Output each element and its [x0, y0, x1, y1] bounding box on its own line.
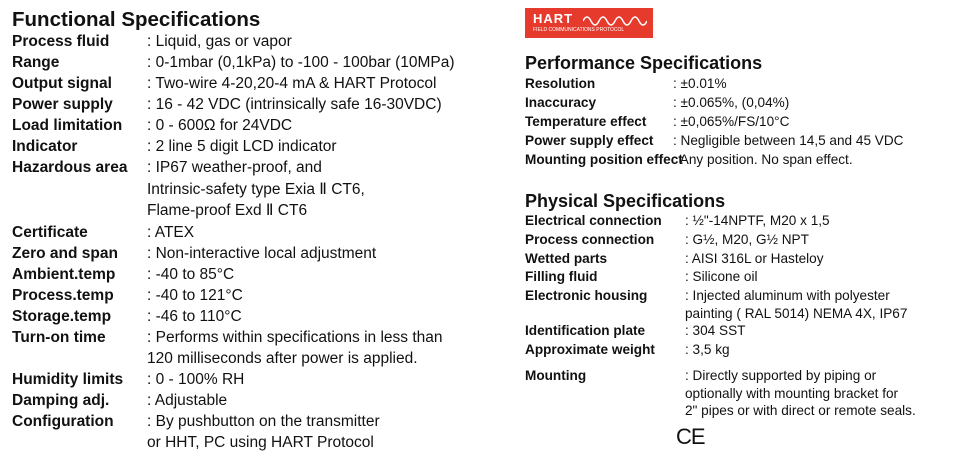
- spec-label: Certificate: [12, 224, 88, 241]
- spec-label: Hazardous area: [12, 159, 128, 176]
- spec-label: Process fluid: [12, 33, 110, 50]
- spec-value: 2" pipes or with direct or remote seals.: [685, 403, 916, 418]
- spec-value: : Any position. No span effect.: [673, 152, 853, 167]
- spec-value: : Silicone oil: [685, 269, 758, 284]
- functional-title: Functional Specifications: [12, 8, 261, 31]
- spec-label: Range: [12, 54, 60, 71]
- spec-value: : 16 - 42 VDC (intrinsically safe 16-30VDC): [147, 96, 442, 113]
- spec-label: Indicator: [12, 138, 78, 155]
- spec-value: : 304 SST: [685, 323, 746, 338]
- spec-label: Electronic housing: [525, 288, 648, 303]
- spec-value: : IP67 weather-proof, and: [147, 159, 322, 176]
- spec-label: Approximate weight: [525, 342, 655, 357]
- spec-value: : Negligible between 14,5 and 45 VDC: [673, 133, 904, 148]
- spec-label: Output signal: [12, 75, 112, 92]
- spec-label: Configuration: [12, 413, 114, 430]
- spec-label: Zero and span: [12, 245, 118, 262]
- spec-label: Damping adj.: [12, 392, 110, 409]
- spec-value: : ½"-14NPTF, M20 x 1,5: [685, 213, 830, 228]
- spec-label: Turn-on time: [12, 329, 106, 346]
- spec-label: Identification plate: [525, 323, 646, 338]
- spec-value: Intrinsic-safety type Exia Ⅱ CT6,: [147, 181, 365, 198]
- spec-label: Resolution: [525, 76, 596, 91]
- spec-label: Electrical connection: [525, 213, 662, 228]
- spec-label: Process connection: [525, 232, 655, 247]
- spec-value: 120 milliseconds after power is applied.: [147, 350, 418, 367]
- spec-label: Mounting: [525, 368, 587, 383]
- spec-value: : 0 - 600Ω for 24VDC: [147, 117, 293, 134]
- performance-title: Performance Specifications: [525, 53, 763, 73]
- spec-value: optionally with mounting bracket for: [685, 386, 899, 401]
- spec-value: : -40 to 85°C: [147, 266, 235, 283]
- spec-value: : 0-1mbar (0,1kPa) to -100 - 100bar (10MPa): [147, 54, 455, 71]
- ce-mark: CE: [676, 424, 705, 449]
- spec-value: : ATEX: [147, 224, 195, 241]
- spec-value: : -46 to 110°C: [147, 308, 242, 325]
- spec-label: Temperature effect: [525, 114, 647, 129]
- physical-title: Physical Specifications: [525, 191, 726, 211]
- spec-value: : Injected aluminum with polyester: [685, 288, 890, 303]
- spec-label: Process.temp: [12, 287, 114, 304]
- hart-logo: [525, 8, 653, 38]
- spec-label: Storage.temp: [12, 308, 112, 325]
- spec-label: Power supply: [12, 96, 113, 113]
- spec-value: : AISI 316L or Hasteloy: [685, 251, 824, 266]
- spec-value: Flame-proof Exd Ⅱ CT6: [147, 202, 308, 219]
- spec-value: : By pushbutton on the transmitter: [147, 413, 380, 430]
- spec-value: : 0 - 100% RH: [147, 371, 245, 388]
- spec-label: Wetted parts: [525, 251, 608, 266]
- spec-value: : Non-interactive local adjustment: [147, 245, 377, 262]
- spec-value: painting ( RAL 5014) NEMA 4X, IP67: [685, 306, 908, 321]
- spec-label: Ambient.temp: [12, 266, 116, 283]
- spec-value: or HHT, PC using HART Protocol: [147, 434, 374, 451]
- spec-label: Power supply effect: [525, 133, 654, 148]
- spec-label: Inaccuracy: [525, 95, 597, 110]
- spec-value: : Liquid, gas or vapor: [147, 33, 292, 50]
- spec-value: : ±0.01%: [673, 76, 727, 91]
- spec-value: : 2 line 5 digit LCD indicator: [147, 138, 337, 155]
- spec-label: Filling fluid: [525, 269, 598, 284]
- spec-value: : ±0.065%, (0,04%): [673, 95, 790, 110]
- spec-value: : Adjustable: [147, 392, 228, 409]
- spec-value: : 3,5 kg: [685, 342, 730, 357]
- spec-value: : ±0,065%/FS/10°C: [673, 114, 790, 129]
- spec-value: : Performs within specifications in less than: [147, 329, 443, 346]
- spec-value: : Directly supported by piping or: [685, 368, 877, 383]
- spec-label: Humidity limits: [12, 371, 124, 388]
- hart-logo-word: HART: [533, 11, 574, 26]
- hart-logo-tagline: FIELD COMMUNICATIONS PROTOCOL: [533, 27, 625, 33]
- spec-value: : -40 to 121°C: [147, 287, 243, 304]
- spec-value: : G½, M20, G½ NPT: [685, 232, 809, 247]
- spec-value: : Two-wire 4-20,20-4 mA & HART Protocol: [147, 75, 437, 92]
- spec-label: Load limitation: [12, 117, 123, 134]
- spec-label: Mounting position effect: [525, 152, 683, 167]
